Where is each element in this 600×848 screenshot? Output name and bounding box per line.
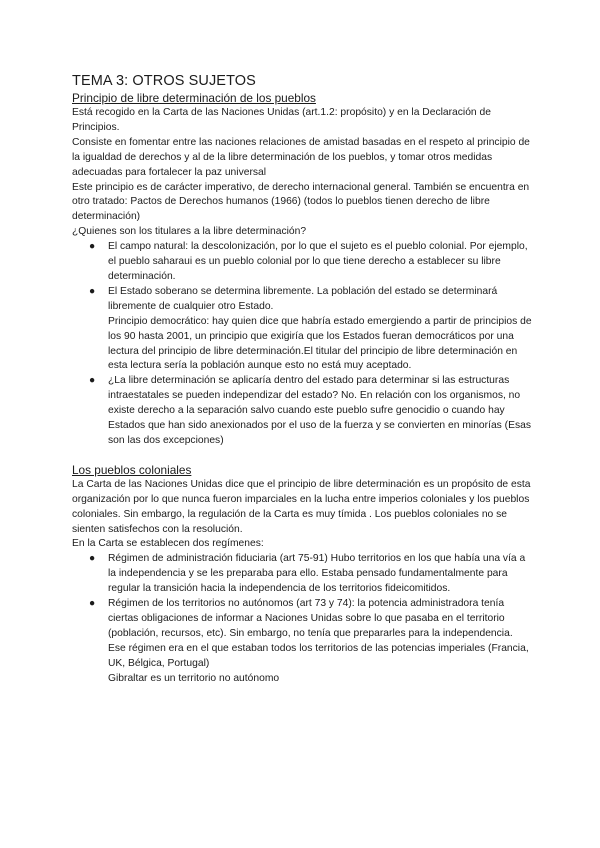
list-item-text: El campo natural: la descolonización, por lo que el sujeto es el pueblo colonial. Por ejemplo, el pueblo saharaui es un pueblo colonial por lo que tiene derecho a establecer su libre determinación. <box>108 241 528 282</box>
section-heading-libre-determinacion: Principio de libre determinación de los pueblos <box>72 91 316 105</box>
paragraph: Consiste en fomentar entre las naciones relaciones de amistad basadas en el respeto al principio de la igualdad de derechos y al de la libre determinación de los pueblos, y tomar otros medidas adecuadas para fortalecer la paz universal <box>72 136 530 178</box>
list-item-text: Régimen de administración fiduciaria (art 75-91) Hubo territorios en los que había una vía a la independencia y se les preparaba para ello. Estaba pensado fundamentalmente para regular la transición hacia la independencia de los territorios fideicomitidos. <box>108 553 526 595</box>
list-item <box>89 374 532 449</box>
paragraph: En la Carta se establecen dos regímenes: <box>72 538 264 550</box>
list-item-continuation: Principio democrático: hay quien dice que habría estado emergiendo a partir de principios de los 90 hasta 2001, un principio que exigiría que los Estados fueran democráticos por una lectura del principio de libre determinación.El titular del principio de libre determinación en esta lectura sería la población aunque esto no está muy aceptado. <box>108 315 532 372</box>
spacer <box>72 449 532 463</box>
list-item-text: ¿La libre determinación se aplicaría dentro del estado para determinar si las estructuras intraestatales se pueden independizar del estado? No. En relación con los organismos, no existe derecho a la separación salvo cuando este pueblo sufre genocidio o cuando hay Estados que han sido anexionados por el uso de la fuerza y se convierten en minorías (Esas son las dos excepciones) <box>108 375 531 446</box>
list-item-text: El Estado soberano se determina libremente. La población del estado se determinará libremente de cualquier otro Estado. <box>108 285 498 312</box>
list-item <box>89 552 532 597</box>
bullet-icon: ● <box>89 241 96 253</box>
list-item <box>89 285 532 374</box>
bullet-icon: ● <box>89 553 96 565</box>
paragraph: Está recogido en la Carta de las Naciones Unidas (art.1.2: propósito) y en la Declaración de Principios. <box>72 107 491 133</box>
list-item-text: Régimen de los territorios no autónomos (art 73 y 74): la potencia administradora tenía ciertas obligaciones de informar a Naciones Unidas sobre lo que pasaba en el territorio (población, recursos, etc). Sin embargo, no tenía que prepararles para la independencia. Ese régimen era en el que estaban todos los territorios de las potencias imperiales (Francia, UK, Bélgica, Portugal) <box>108 598 529 669</box>
regimenes-list <box>72 552 532 686</box>
page-title: TEMA 3: OTROS SUJETOS <box>72 73 256 89</box>
section-heading-pueblos-coloniales: Los pueblos coloniales <box>72 462 192 477</box>
paragraph: La Carta de las Naciones Unidas dice que el principio de libre determinación es un propósito de esta organización por lo que nunca fueron imparciales en la lucha entre imperios coloniales y los pueblos coloniales. Sin embargo, la regulación de la Carta es muy tímida . Los pueblos coloniales no se sienten satisfechos con la resolución. <box>72 478 531 535</box>
list-item-continuation: Gibraltar es un territorio no autónomo <box>108 672 280 684</box>
bullet-icon: ● <box>89 285 96 297</box>
question-paragraph: ¿Quienes son los titulares a la libre determinación? <box>72 226 307 238</box>
titulares-list <box>72 240 532 449</box>
list-item <box>89 597 532 686</box>
paragraph: Este principio es de carácter imperativo, de derecho internacional general. También se encuentra en otro tratado: Pactos de Derechos humanos (1966) (todos lo pueblos tienen derecho de libre determinación) <box>72 181 530 223</box>
document-page <box>72 72 532 687</box>
list-item <box>89 240 532 285</box>
bullet-icon: ● <box>89 375 96 387</box>
bullet-icon: ● <box>89 598 96 610</box>
